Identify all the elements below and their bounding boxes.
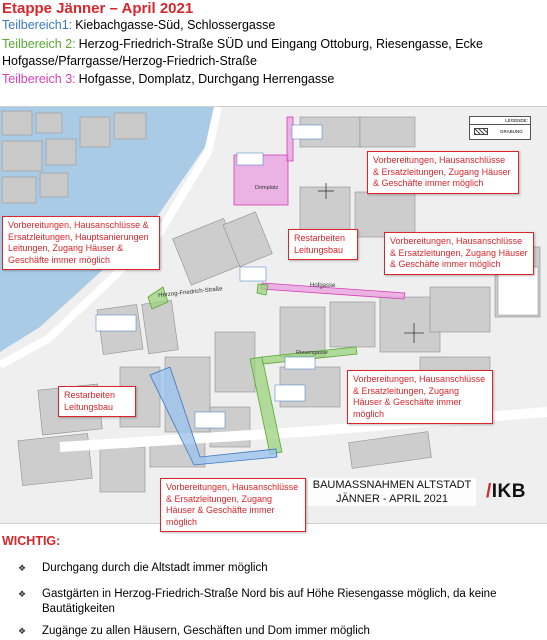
diamond-bullet-icon: ❖	[18, 626, 27, 636]
map-caption-line1: BAUMASSNAHMEN ALTSTADT	[312, 479, 472, 491]
callout-riesengasse: Vorbereitungen, Hausanschlüsse & Ersatzleitungen, Zugang Häuser & Geschäfte immer möglich	[347, 370, 493, 424]
area-1-text: Kiebachgasse-Süd, Schlossergasse	[75, 18, 276, 32]
street-label-hofgasse: Hofgasse	[310, 283, 336, 289]
ikb-logo-text: IKB	[491, 481, 527, 502]
ikb-logo-mark-icon: /	[486, 481, 492, 502]
legend-swatch	[474, 128, 488, 135]
callout-herzog-south: Vorbereitungen, Hausanschlüsse & Ersatzleitungen, Zugang Häuser & Geschäfte immer möglich	[160, 478, 306, 532]
map-legend	[469, 116, 531, 140]
map-caption	[308, 478, 476, 506]
area-2-line	[2, 36, 483, 53]
page-title: Etappe Jänner – April 2021	[2, 0, 194, 17]
area-1-line	[2, 17, 275, 34]
diamond-bullet-icon: ❖	[18, 563, 27, 573]
important-heading: WICHTIG:	[2, 534, 61, 548]
area-3-text: Hofgasse, Domplatz, Durchgang Herrengasse	[78, 72, 335, 86]
map-caption-line2: JÄNNER - APRIL 2021	[335, 493, 449, 505]
legend-item: GRABUNG	[500, 129, 523, 134]
area-1-label: Teilbereich1:	[2, 18, 73, 32]
area-3-label: Teilbereich 3:	[2, 72, 76, 86]
bullet-text-1: Durchgang durch die Altstadt immer möglich	[42, 562, 268, 574]
callout-restarbeiten-north: Restarbeiten Leitungsbau	[288, 229, 358, 260]
bullet-text-3: Zugänge zu allen Häusern, Geschäften und Dom immer möglich	[42, 625, 370, 637]
area-2-line-cont	[2, 53, 257, 70]
callout-hofgasse: Vorbereitungen, Hausanschlüsse & Ersatzleitungen, Zugang Häuser & Geschäfte immer möglich	[384, 232, 534, 275]
street-label-riesengasse: Riesengasse	[296, 350, 328, 356]
diamond-bullet-icon: ❖	[18, 589, 27, 599]
area-2-text-cont: Hofgasse/Pfarrgasse/Herzog-Friedrich-Straße	[2, 54, 257, 68]
area-2-label: Teilbereich 2:	[2, 37, 76, 51]
ikb-logo	[486, 481, 526, 503]
bullet-text-2: Gastgärten in Herzog-Friedrich-Straße Nord bis auf Höhe Riesengasse möglich, da keine Bautätigkeiten	[42, 588, 497, 615]
callout-restarbeiten-south: Restarbeiten Leitungsbau	[58, 386, 136, 417]
callout-domplatz: Vorbereitungen, Hausanschlüsse & Ersatzleitungen, Zugang Häuser & Geschäfte immer möglich	[367, 151, 519, 194]
street-label-herzog: Herzog-Friedrich-Straße	[158, 286, 223, 299]
callout-herzog-west: Vorbereitungen, Hausanschlüsse & Ersatzleitungen, Hauptsanierungen Leitungen, Zugang Häuser & Geschäfte immer möglich	[2, 216, 160, 270]
area-2-text: Herzog-Friedrich-Straße SÜD und Eingang Ottoburg, Riesengasse, Ecke	[78, 37, 484, 51]
street-label-domplatz: Domplatz	[255, 185, 279, 191]
legend-header: LEGENDE:	[470, 117, 530, 125]
area-3-line	[2, 71, 334, 88]
